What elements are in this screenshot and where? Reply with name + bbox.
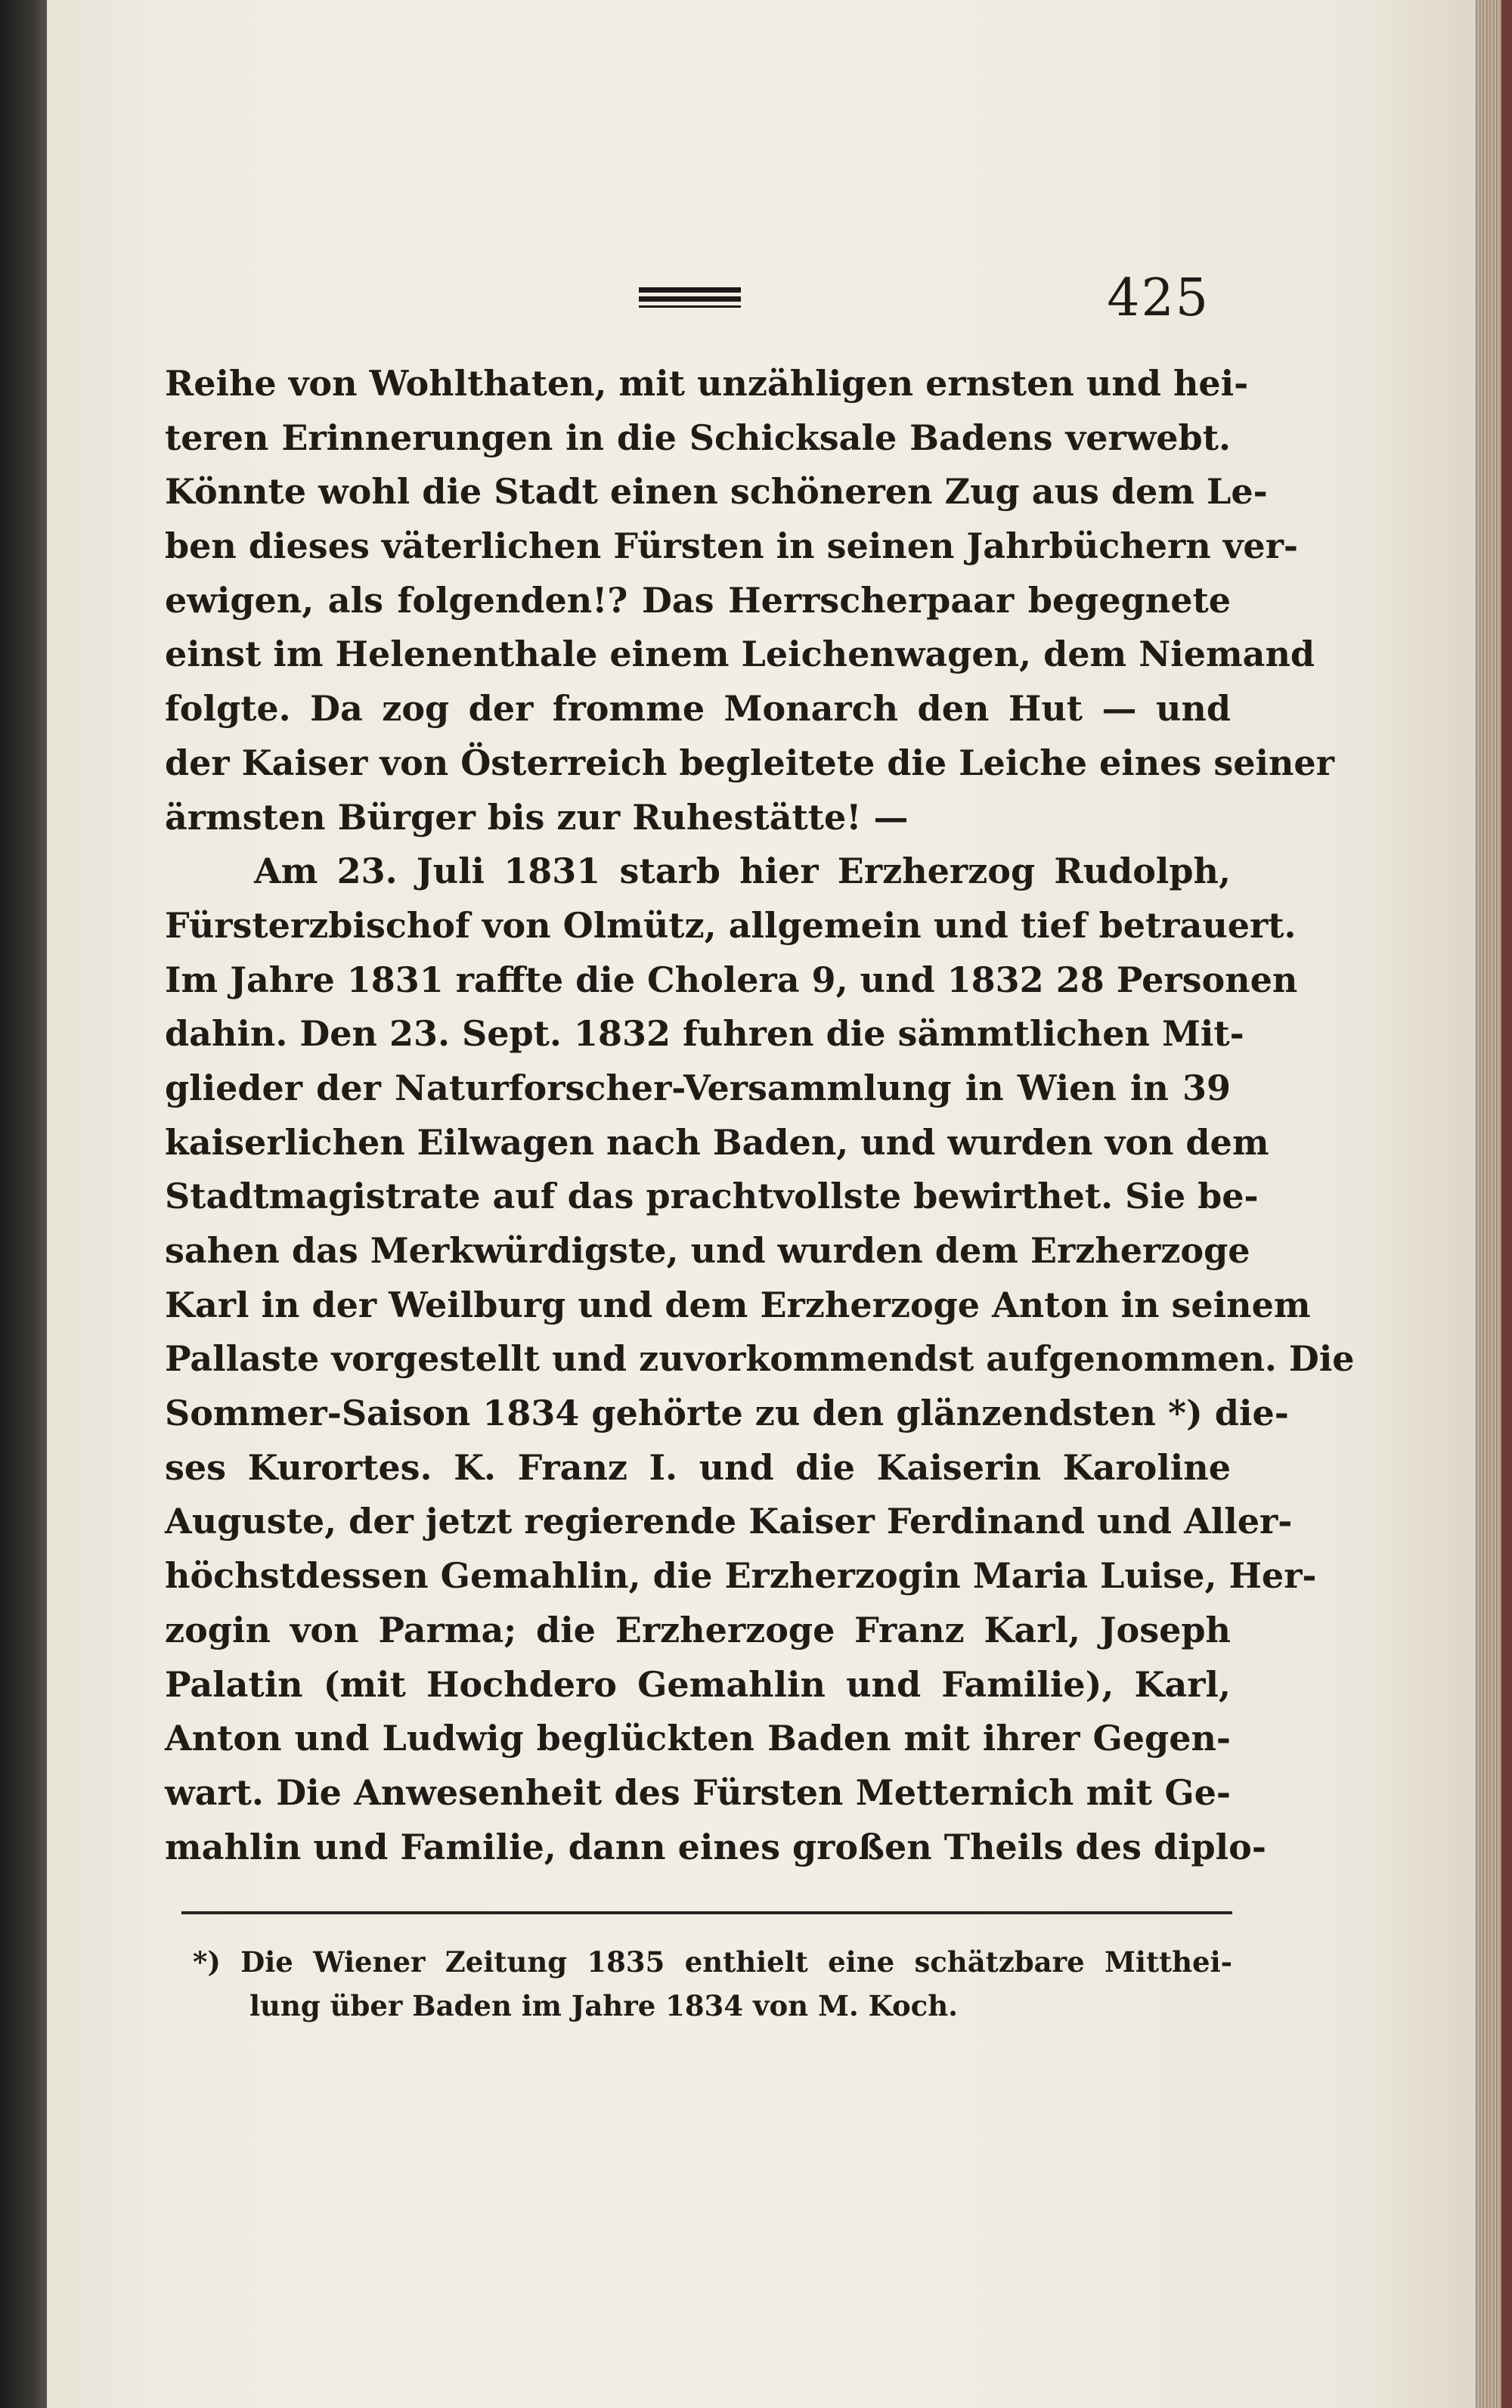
text-line: Pallaste vorgestellt und zuvorkommendst aufgenommen. Die	[165, 1338, 1355, 1380]
text-line: Könnte wohl die Stadt einen schöneren Zug aus dem Le-	[165, 471, 1268, 513]
text-line: Reihe von Wohlthaten, mit unzähligen ernsten und hei-	[165, 363, 1249, 404]
text-line: einst im Helenenthale einem Leichenwagen, dem Niemand	[165, 634, 1315, 675]
text-line: dahin. Den 23. Sept. 1832 fuhren die sämmtlichen Mit-	[165, 1013, 1244, 1055]
text-line: höchstdessen Gemahlin, die Erzherzogin Maria Luise, Her-	[165, 1555, 1317, 1597]
text-line: ses Kurortes. K. Franz I. und die Kaiserin Karoline	[165, 1446, 1231, 1488]
footnote-rule	[181, 1911, 1232, 1914]
page-number: 425	[1107, 268, 1210, 328]
book-gutter-shadow	[0, 0, 47, 2408]
header-rule	[639, 287, 741, 313]
text-line: mahlin und Familie, dann eines großen Theils des diplo-	[165, 1826, 1266, 1867]
text-line: der Kaiser von Österreich begleitete die Leiche eines seiner	[165, 742, 1334, 783]
text-line: Fürsterzbischof von Olmütz, allgemein und tief betrauert.	[165, 904, 1297, 946]
text-line: ärmsten Bürger bis zur Ruhestätte! —	[165, 796, 909, 838]
text-line: glieder der Naturforscher-Versammlung in Wien in 39	[165, 1067, 1231, 1108]
footnotes	[193, 1940, 1232, 2028]
header-rule-thick	[639, 287, 741, 293]
footnote-line: lung über Baden im Jahre 1834 von M. Koch.	[249, 1989, 958, 2022]
text-line: teren Erinnerungen in die Schicksale Badens verwebt.	[165, 417, 1231, 458]
text-line: Auguste, der jetzt regierende Kaiser Ferdinand und Aller-	[165, 1501, 1293, 1542]
text-line: Palatin (mit Hochdero Gemahlin und Familie), Karl,	[165, 1663, 1231, 1705]
text-line: Sommer-Saison 1834 gehörte zu den glänzendsten *) die-	[165, 1393, 1289, 1434]
page-edges	[1476, 0, 1512, 2408]
text-line: zogin von Parma; die Erzherzoge Franz Karl, Joseph	[165, 1609, 1231, 1650]
footnote-line: *) Die Wiener Zeitung 1835 enthielt eine schätzbare Mitthei-	[193, 1945, 1232, 1979]
text-line: folgte. Da zog der fromme Monarch den Hut — und	[165, 688, 1231, 730]
body-text	[165, 357, 1355, 1874]
header-rule-middle	[639, 296, 741, 302]
text-line: Karl in der Weilburg und dem Erzherzoge Anton in seinem	[165, 1284, 1311, 1325]
text-line: Im Jahre 1831 raffte die Cholera 9, und 1832 28 Personen	[165, 959, 1298, 1000]
text-line: ben dieses väterlichen Fürsten in seinen Jahrbüchern ver-	[165, 525, 1299, 567]
text-line: sahen das Merkwürdigste, und wurden dem Erzherzoge	[165, 1230, 1250, 1271]
text-line: ewigen, als folgenden!? Das Herrscherpaar begegnete	[165, 579, 1231, 621]
text-line: wart. Die Anwesenheit des Fürsten Metternich mit Ge-	[165, 1771, 1231, 1813]
text-line: Am 23. Juli 1831 starb hier Erzherzog Rudolph,	[254, 851, 1231, 892]
header-rule-thin	[639, 305, 741, 308]
text-line: Stadtmagistrate auf das prachtvollste bewirthet. Sie be-	[165, 1176, 1259, 1217]
text-line: Anton und Ludwig beglückten Baden mit ihrer Gegen-	[165, 1718, 1231, 1759]
text-line: kaiserlichen Eilwagen nach Baden, und wurden von dem	[165, 1121, 1269, 1163]
